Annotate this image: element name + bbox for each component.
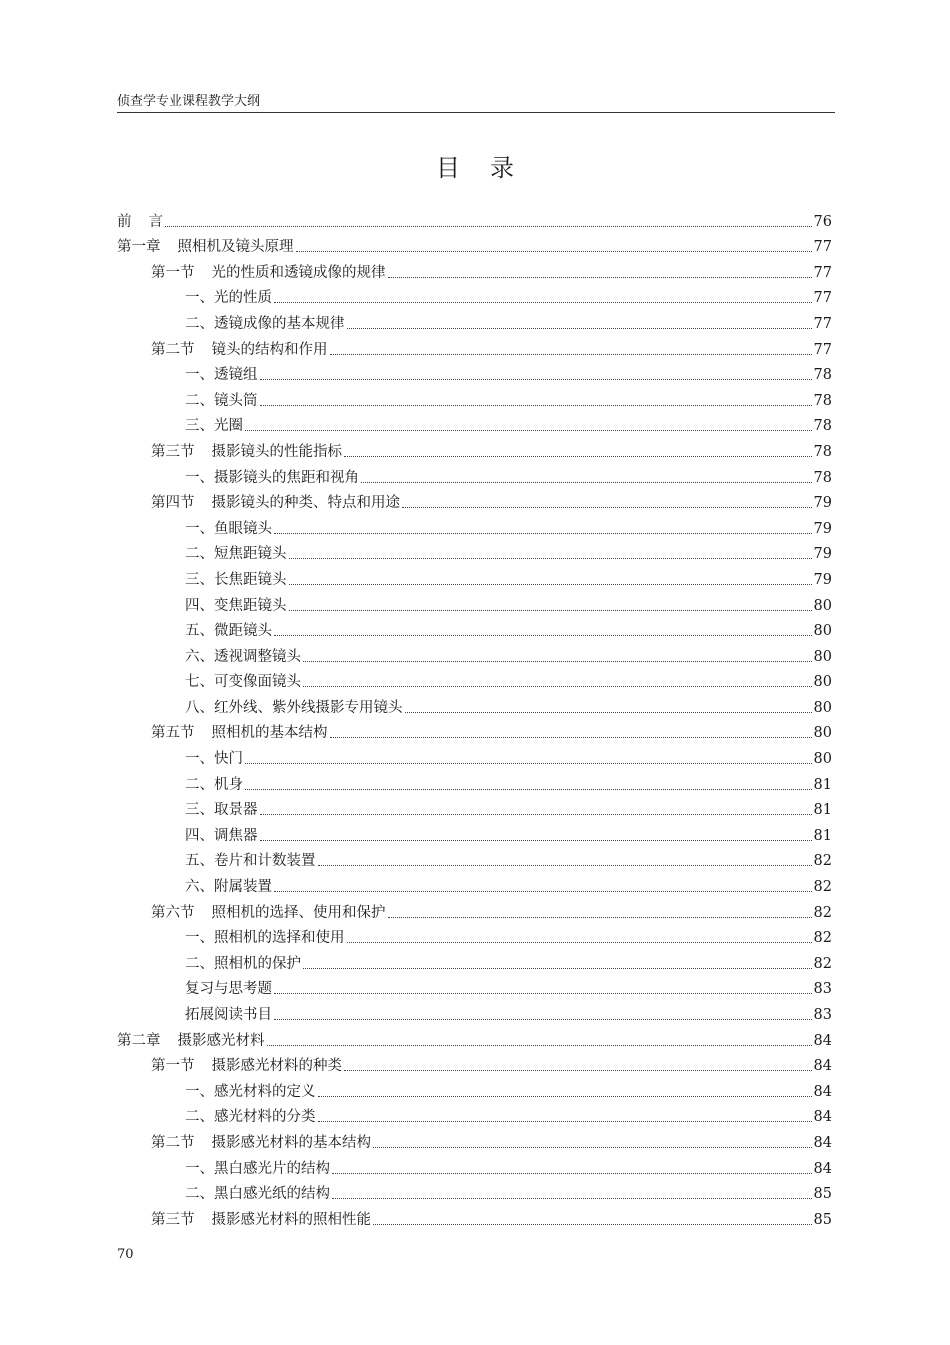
toc-entry[interactable] [117, 487, 832, 513]
toc-entry-text: 照相机的选择、使用和保护 [211, 904, 386, 921]
toc-entry-page: 85 [813, 1211, 832, 1228]
toc-entry-page: 82 [813, 853, 832, 870]
toc-entry-label [185, 776, 243, 794]
toc-entry[interactable] [117, 205, 832, 231]
toc-entry-label [185, 980, 272, 998]
dot-leader [388, 916, 812, 918]
toc-entry-label [185, 315, 345, 333]
toc-entry-page: 84 [813, 1058, 832, 1075]
toc-entry-label [185, 520, 272, 538]
toc-entry-label [185, 1083, 316, 1101]
toc-entry-page: 77 [813, 290, 832, 307]
toc-entry[interactable] [117, 333, 832, 359]
toc-entry[interactable] [117, 1126, 832, 1152]
toc-entry-page: 81 [813, 776, 832, 793]
dot-leader [373, 1223, 812, 1225]
toc-entry-text: 摄影镜头的性能指标 [211, 443, 342, 460]
toc-entry-number: 第五节 [151, 725, 195, 742]
dot-leader [289, 609, 812, 611]
toc-entry-text: 三、长焦距镜头 [185, 571, 287, 588]
toc-entry-page: 78 [813, 469, 832, 486]
dot-leader [260, 378, 812, 380]
dot-leader [332, 1197, 812, 1199]
toc-entry-page: 80 [813, 623, 832, 640]
dot-leader [344, 455, 812, 457]
toc-entry[interactable] [117, 256, 832, 282]
toc-entry-label [185, 648, 301, 666]
dot-leader [388, 276, 812, 278]
toc-entry-text: 二、镜头筒 [185, 392, 258, 409]
toc-entry-text: 五、微距镜头 [185, 623, 272, 640]
toc-entry-number: 第六节 [151, 904, 195, 921]
toc-entry-page: 80 [813, 648, 832, 665]
toc-entry-label [185, 801, 258, 819]
toc-entry-page: 76 [813, 213, 832, 230]
toc-entry-text: 四、变焦距镜头 [185, 597, 287, 614]
dot-leader [274, 992, 812, 994]
toc-entry-text: 照相机的基本结构 [211, 725, 328, 742]
running-header [117, 90, 835, 113]
table-of-contents [117, 205, 832, 1229]
dot-leader [344, 1069, 812, 1071]
toc-entry[interactable] [117, 819, 832, 845]
toc-entry-page: 77 [813, 341, 832, 358]
toc-entry[interactable] [117, 1050, 832, 1076]
toc-entry-page: 78 [813, 367, 832, 384]
toc-entry-page: 77 [813, 315, 832, 332]
toc-entry[interactable] [117, 947, 832, 973]
toc-entry-number: 第一章 [117, 239, 161, 256]
toc-entry-page: 82 [813, 955, 832, 972]
toc-entry-text: 二、机身 [185, 776, 243, 793]
toc-entry[interactable] [117, 410, 832, 436]
toc-entry-label [185, 878, 272, 896]
toc-entry-label [185, 1160, 330, 1178]
toc-entry[interactable] [117, 307, 832, 333]
toc-entry-page: 77 [813, 239, 832, 256]
toc-entry-label [185, 571, 287, 589]
dot-leader [318, 1120, 812, 1122]
toc-entry-page: 83 [813, 981, 832, 998]
toc-entry-label [117, 238, 294, 256]
dot-leader [274, 634, 812, 636]
toc-entry-text: 二、照相机的保护 [185, 955, 301, 972]
toc-entry-label [185, 827, 258, 845]
toc-entry[interactable] [117, 512, 832, 538]
toc-entry-text: 摄影感光材料 [177, 1032, 265, 1049]
toc-entry-page: 81 [813, 827, 832, 844]
toc-entry-page: 80 [813, 699, 832, 716]
dot-leader [260, 839, 812, 841]
toc-entry-label [151, 341, 328, 359]
toc-entry-text: 镜头的结构和作用 [211, 341, 328, 358]
toc-entry-text: 摄影感光材料的基本结构 [211, 1134, 371, 1151]
dot-leader [260, 404, 812, 406]
toc-entry-label [185, 1006, 272, 1024]
toc-entry-text: 一、快门 [185, 751, 243, 768]
toc-entry-label [151, 724, 328, 742]
toc-entry-text: 照相机及镜头原理 [177, 239, 294, 256]
toc-entry-text: 一、感光材料的定义 [185, 1083, 316, 1100]
toc-entry-text: 八、红外线、紫外线摄影专用镜头 [185, 699, 403, 716]
toc-entry-text: 一、透镜组 [185, 367, 258, 384]
toc-entry-text: 言 [148, 213, 163, 230]
toc-entry-text: 复习与思考题 [185, 981, 272, 998]
toc-entry-label [185, 673, 301, 691]
toc-entry[interactable] [117, 359, 832, 385]
toc-entry-text: 一、黑白感光片的结构 [185, 1160, 330, 1177]
toc-entry-page: 84 [813, 1032, 832, 1049]
toc-entry[interactable] [117, 1024, 832, 1050]
toc-entry[interactable] [117, 1075, 832, 1101]
dot-leader [330, 353, 812, 355]
toc-entry[interactable] [117, 794, 832, 820]
toc-entry-label [185, 622, 272, 640]
toc-entry-label [185, 366, 258, 384]
toc-entry-text: 光的性质和透镜成像的规律 [211, 264, 386, 281]
toc-entry-number: 第二章 [117, 1032, 161, 1049]
dot-leader [245, 788, 812, 790]
dot-leader [245, 429, 812, 431]
dot-leader [274, 890, 812, 892]
toc-entry-page: 79 [813, 495, 832, 512]
toc-entry[interactable] [117, 870, 832, 896]
toc-entry[interactable] [117, 1203, 832, 1229]
toc-entry-page: 83 [813, 1007, 832, 1023]
toc-entry-label [117, 213, 163, 231]
toc-entry[interactable] [117, 282, 832, 308]
toc-entry-text: 一、摄影镜头的焦距和视角 [185, 469, 359, 486]
toc-entry-text: 一、照相机的选择和使用 [185, 930, 345, 947]
dot-leader [402, 506, 812, 508]
toc-entry-label [151, 264, 386, 282]
toc-entry-label [185, 469, 359, 487]
dot-leader [274, 532, 812, 534]
toc-entry[interactable] [117, 998, 832, 1024]
toc-entry-label [185, 699, 403, 717]
toc-entry-page: 84 [813, 1109, 832, 1126]
toc-entry-text: 二、感光材料的分类 [185, 1109, 316, 1126]
toc-entry-page: 84 [813, 1160, 832, 1177]
dot-leader [267, 1044, 812, 1046]
toc-entry-text: 二、透镜成像的基本规律 [185, 315, 345, 332]
dot-leader [361, 481, 812, 483]
page-title: 目录 [436, 154, 544, 182]
dot-leader [332, 1172, 812, 1174]
toc-entry[interactable] [117, 538, 832, 564]
dot-leader [260, 813, 812, 815]
dot-leader [296, 250, 812, 252]
toc-entry-text: 六、附属装置 [185, 879, 272, 896]
toc-entry[interactable] [117, 589, 832, 615]
toc-entry-text: 一、鱼眼镜头 [185, 520, 272, 537]
toc-entry[interactable] [117, 717, 832, 743]
dot-leader [347, 941, 812, 943]
toc-entry-label [151, 1134, 371, 1152]
toc-entry-text: 四、调焦器 [185, 827, 258, 844]
toc-entry[interactable] [117, 973, 832, 999]
dot-leader [347, 327, 812, 329]
toc-entry-page: 78 [813, 443, 832, 460]
toc-entry-number: 第三节 [151, 1211, 195, 1228]
toc-entry-page: 80 [813, 725, 832, 742]
toc-entry-number: 第四节 [151, 495, 195, 512]
toc-entry-text: 摄影镜头的种类、特点和用途 [211, 495, 400, 512]
toc-entry[interactable] [117, 435, 832, 461]
dot-leader [405, 711, 812, 713]
toc-entry-page: 81 [813, 802, 832, 819]
dot-leader [330, 736, 812, 738]
toc-entry-label [151, 1211, 371, 1229]
toc-entry-number: 第一节 [151, 1058, 195, 1075]
toc-entry-text: 二、短焦距镜头 [185, 546, 287, 563]
toc-entry-page: 79 [813, 546, 832, 563]
toc-entry-text: 七、可变像面镜头 [185, 674, 301, 691]
toc-entry[interactable] [117, 640, 832, 666]
toc-entry-label [151, 904, 386, 922]
toc-entry-label [185, 750, 243, 768]
toc-entry-page: 82 [813, 879, 832, 896]
running-header-text: 侦查学专业课程教学大纲 [117, 94, 261, 109]
toc-entry-label [151, 1057, 342, 1075]
toc-entry[interactable] [117, 1178, 832, 1204]
toc-entry-page: 77 [813, 264, 832, 281]
dot-leader [274, 301, 812, 303]
page-number: 70 [117, 1247, 134, 1262]
dot-leader [303, 660, 812, 662]
toc-entry[interactable] [117, 461, 832, 487]
toc-entry-page: 82 [813, 930, 832, 947]
toc-entry[interactable] [117, 1101, 832, 1127]
toc-entry-page: 82 [813, 904, 832, 921]
toc-entry-number: 前 [117, 213, 132, 230]
toc-entry-text: 三、光圈 [185, 418, 243, 435]
toc-entry-text: 三、取景器 [185, 802, 258, 819]
toc-entry-text: 五、卷片和计数装置 [185, 853, 316, 870]
toc-entry-page: 80 [813, 674, 832, 691]
dot-leader [303, 967, 812, 969]
toc-entry-page: 84 [813, 1134, 832, 1151]
toc-entry-text: 二、黑白感光纸的结构 [185, 1186, 330, 1203]
toc-entry[interactable] [117, 666, 832, 692]
toc-entry[interactable] [117, 1152, 832, 1178]
toc-entry-text: 拓展阅读书目 [185, 1007, 272, 1023]
toc-entry-page: 78 [813, 392, 832, 409]
dot-leader [318, 1095, 812, 1097]
dot-leader [318, 864, 812, 866]
dot-leader [289, 557, 812, 559]
toc-entry-label [185, 852, 316, 870]
toc-entry[interactable] [117, 922, 832, 948]
toc-entry[interactable] [117, 231, 832, 257]
toc-entry-label [185, 1185, 330, 1203]
toc-entry-text: 一、光的性质 [185, 290, 272, 307]
dot-leader [373, 1146, 812, 1148]
toc-entry-page: 79 [813, 571, 832, 588]
toc-entry-page: 79 [813, 520, 832, 537]
toc-entry-number: 第二节 [151, 1134, 195, 1151]
dot-leader [289, 583, 812, 585]
dot-leader [274, 1018, 812, 1020]
toc-entry-page: 78 [813, 418, 832, 435]
toc-entry-text: 摄影感光材料的种类 [211, 1058, 342, 1075]
toc-entry-page: 84 [813, 1083, 832, 1100]
toc-entry-label [185, 392, 258, 410]
toc-entry-label [185, 955, 301, 973]
toc-entry[interactable] [117, 768, 832, 794]
toc-entry-label [151, 494, 400, 512]
toc-entry-page: 85 [813, 1186, 832, 1203]
toc-entry[interactable] [117, 563, 832, 589]
toc-entry-number: 第一节 [151, 264, 195, 281]
toc-entry-number: 第三节 [151, 443, 195, 460]
toc-entry[interactable] [117, 742, 832, 768]
toc-entry[interactable] [117, 384, 832, 410]
toc-entry[interactable] [117, 615, 832, 641]
toc-entry[interactable] [117, 691, 832, 717]
dot-leader [303, 685, 812, 687]
toc-entry-label [185, 417, 243, 435]
toc-entry-label [185, 597, 287, 615]
toc-entry-text: 摄影感光材料的照相性能 [211, 1211, 371, 1228]
toc-entry-page: 80 [813, 751, 832, 768]
toc-entry-text: 六、透视调整镜头 [185, 648, 301, 665]
toc-entry-label [185, 289, 272, 307]
toc-entry-label [185, 545, 287, 563]
dot-leader [165, 225, 812, 227]
toc-entry-label [151, 443, 342, 461]
toc-entry-page: 80 [813, 597, 832, 614]
toc-entry[interactable] [117, 896, 832, 922]
toc-entry-number: 第二节 [151, 341, 195, 358]
toc-entry[interactable] [117, 845, 832, 871]
toc-entry-label [185, 929, 345, 947]
toc-entry-label [117, 1032, 265, 1050]
dot-leader [245, 762, 812, 764]
toc-entry-label [185, 1108, 316, 1126]
